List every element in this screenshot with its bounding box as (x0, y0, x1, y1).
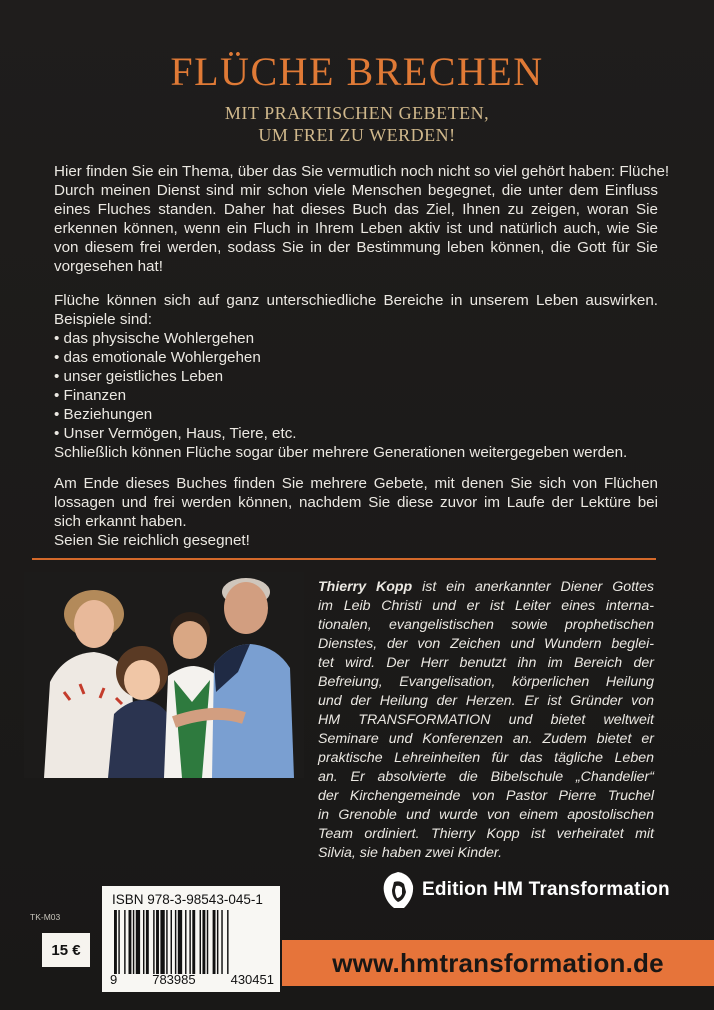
text-line: erkennen können, wenn ein Fluch in Ihrem Leben aktiv ist und natürlich auch, wie Sie (54, 220, 658, 237)
text-line: Am Ende dieses Buches finden Sie mehrere Gebete, mit denen Sie sich von Flüchen (54, 475, 658, 492)
website-banner (282, 940, 714, 986)
barcode-digits (110, 972, 274, 987)
bio-line: im Leib Christi und er ist Leiter eines interna- (318, 598, 654, 614)
author-bio (318, 578, 654, 863)
text-line: Flüche können sich auf ganz unterschiedliche Bereiche in unserem Leben auswirken. (54, 292, 658, 309)
publisher-name: Edition HM Transformation (422, 879, 670, 900)
bio-line: HM TRANSFORMATION und bietet weltweit (318, 712, 654, 728)
lion-logo-icon (380, 870, 416, 910)
bio-line: Befreiung, Evangelisation, körperlichen Heilung (318, 674, 654, 690)
subtitle-line-1: MIT PRAKTISCHEN GEBETEN, (224, 103, 490, 123)
product-code: TK-M03 (30, 912, 61, 922)
bio-line: Dienstes, der von Zeichen und Wundern beglei- (318, 636, 654, 652)
bio-line: Seminare und Konferenzen an. Zudem bietet er (318, 731, 654, 747)
book-subtitle (0, 102, 714, 146)
family-photo (24, 572, 304, 778)
list-item: • das emotionale Wohlergehen (54, 349, 261, 366)
barcode-digit-group: 9 (110, 972, 118, 987)
bio-line: praktische Lehreinheiten für das tägliche Leben (318, 750, 654, 766)
barcode-digit-group: 783985 (152, 972, 196, 987)
list-item: • das physische Wohlergehen (54, 330, 255, 347)
bio-line: der Kirchengemeinde von Pastor Pierre Truchel (318, 788, 654, 804)
closing-paragraph (54, 474, 658, 550)
price-tag: 15 € (42, 933, 90, 967)
bio-line: in Grenoble und wurde von einem apostolischen (318, 807, 654, 823)
list-item: • unser geistliches Leben (54, 368, 224, 385)
text-line: Beispiele sind: (54, 311, 152, 328)
book-title: FLÜCHE BRECHEN (170, 49, 544, 94)
barcode-label (102, 886, 280, 992)
subtitle-line-2: UM FREI ZU WERDEN! (258, 125, 456, 145)
bio-line: tet wird. Der Herr benutzt ihn im Bereich der (318, 655, 654, 671)
bio-line: Team ordiniert. Thierry Kopp ist verheiratet mit (318, 826, 654, 842)
bio-line: Thierry Kopp ist ein anerkannter Diener Gottes (318, 579, 654, 595)
orange-divider (32, 558, 656, 560)
list-item: • Finanzen (54, 387, 127, 404)
bio-line: an. Er absolvierte die Bibelschule „Chandelier“ (318, 769, 654, 785)
author-name: Thierry Kopp (318, 579, 413, 595)
text-line: von diesem frei werden, sodass Sie in der Bestimmung leben können, die Gott für Sie (54, 239, 658, 256)
barcode-digit-group: 430451 (230, 972, 274, 987)
bio-line: und der Heilung der Herzen. Er ist Gründer von (318, 693, 654, 709)
intro-paragraph (54, 162, 670, 276)
barcode-icon (112, 910, 272, 974)
text-line: Seien Sie reichlich gesegnet! (54, 532, 250, 549)
text-line: lossagen und frei werden können, nachdem Sie diese zuvor im Laufe der Lektüre bei (54, 494, 658, 511)
text-line: eines Fluches standen. Daher hat dieses Buch das Ziel, Ihnen zu zeigen, woran Sie (54, 201, 658, 218)
isbn-text: ISBN 978-3-98543-045-1 (112, 892, 263, 907)
examples-paragraph (54, 291, 658, 462)
list-item: • Unser Vermögen, Haus, Tiere, etc. (54, 425, 297, 442)
text-line: vorgesehen hat! (54, 258, 163, 275)
bio-line: Silvia, sie haben zwei Kinder. (318, 845, 503, 861)
text-line: Durch meinen Dienst sind mir schon viele Menschen begegnet, die unter dem Einfluss (54, 182, 658, 199)
bio-line: tionalen, evangelistischen sowie prophetischen (318, 617, 654, 633)
publisher-logo (380, 870, 670, 910)
list-item: • Beziehungen (54, 406, 153, 423)
text-line: sich erkannt haben. (54, 513, 187, 530)
text-line: Hier finden Sie ein Thema, über das Sie vermutlich noch nicht so viel gehört haben: Flüche! (54, 163, 670, 180)
text-line: Schließlich können Flüche sogar über mehrere Generationen weitergegeben werden. (54, 444, 628, 461)
website-url[interactable]: www.hmtransformation.de (332, 947, 664, 978)
